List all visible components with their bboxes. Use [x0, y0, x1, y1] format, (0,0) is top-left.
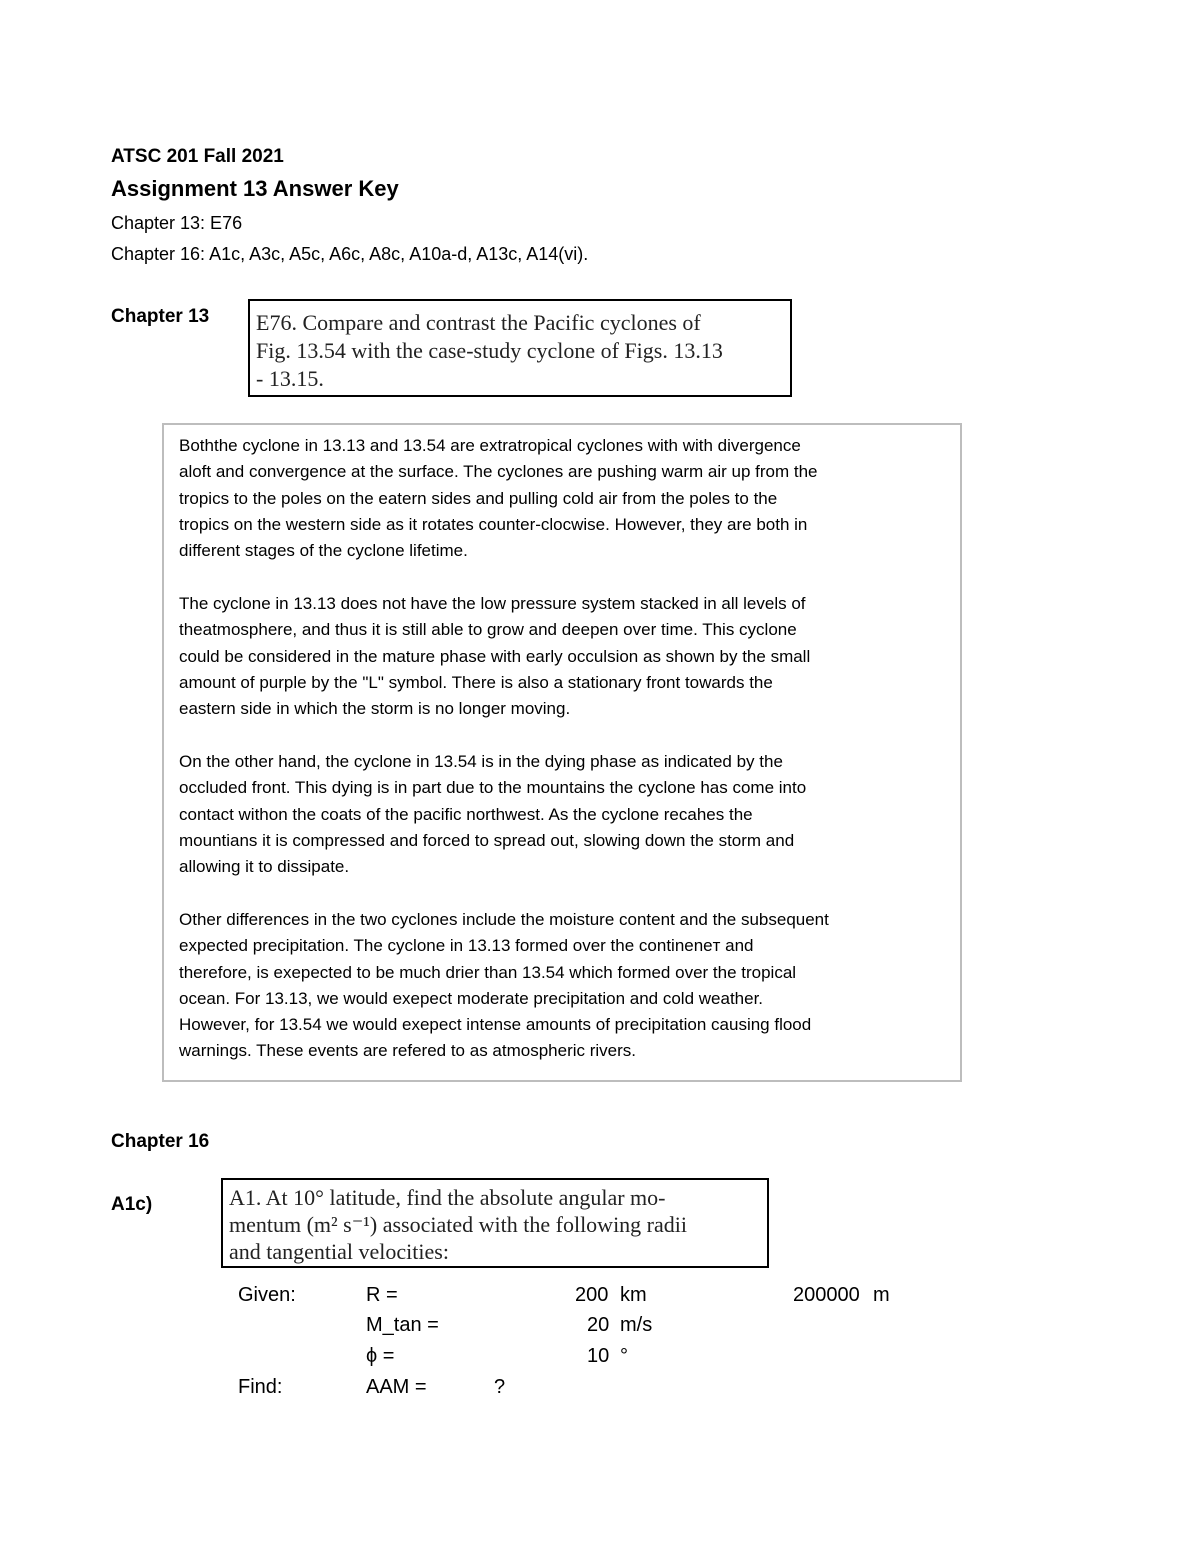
answer-line: mountians it is compressed and forced to spread out, slowing down the storm and [179, 830, 795, 850]
page-title: Assignment 13 Answer Key [111, 176, 399, 201]
answer-line: eastern side in which the storm is no longer moving. [179, 699, 571, 719]
answer-line: occluded front. This dying is in part due to the mountains the cyclone has come into [179, 778, 807, 798]
answer-line: warnings. These events are refered to as atmospheric rivers. [179, 1041, 637, 1061]
chapter13-question-box [248, 299, 792, 397]
answer-line: therefore, is exepected to be much drier than 13.54 which formed over the tropical [179, 962, 797, 982]
question-line: and tangential velocities: [229, 1239, 449, 1264]
given-label: Given: [238, 1284, 296, 1306]
answer-line: allowing it to dissipate. [179, 857, 350, 877]
given-var-phi: ϕ = [366, 1345, 395, 1367]
given-alt-value-r: 200000 [793, 1284, 860, 1306]
answer-line: different stages of the cyclone lifetime. [179, 541, 468, 561]
answer-line: expected precipitation. The cyclone in 13.13 formed over the contineneт and [179, 936, 754, 956]
chapter13-heading: Chapter 13 [111, 306, 210, 327]
answer-line: On the other hand, the cyclone in 13.54 is in the dying phase as indicated by the [179, 752, 783, 771]
given-unit-r: km [620, 1284, 647, 1306]
answer-paragraph [179, 591, 810, 722]
given-var-mtan: M_tan = [366, 1314, 439, 1336]
answer-line: theatmosphere, and thus it is still able to grow and deepen over time. This cyclone [179, 620, 797, 640]
question-line: - 13.15. [256, 366, 324, 391]
answer-line: However, for 13.54 we would exepect intense amounts of precipitation causing flood [179, 1015, 812, 1035]
answer-line: aloft and convergence at the surface. The cyclones are pushing warm air up from the [179, 462, 818, 482]
find-value-aam: ? [494, 1376, 506, 1398]
answer-line: ocean. For 13.13, we would exepect moderate precipitation and cold weather. [179, 988, 764, 1008]
answer-line: could be considered in the mature phase with early occulsion as shown by the small [179, 646, 811, 666]
given-value-mtan: 20 [587, 1314, 610, 1336]
given-unit-mtan: m/s [620, 1314, 653, 1336]
given-var-r: R = [366, 1284, 398, 1306]
answer-line: The cyclone in 13.13 does not have the low pressure system stacked in all levels of [179, 594, 806, 613]
answer-line: contact withon the coats of the pacific northwest. As the cyclone recahes the [179, 804, 753, 824]
question-line: mentum (m² s⁻¹) associated with the following radii [229, 1212, 687, 1237]
answer-paragraph [179, 907, 829, 1065]
chapter16-assignment-line: Chapter 16: A1c, A3c, A5c, A6c, A8c, A10a-d, A13c, A14(vi). [111, 244, 589, 264]
course-title: ATSC 201 Fall 2021 [111, 146, 284, 167]
find-label: Find: [238, 1376, 283, 1398]
answer-paragraph [179, 433, 817, 564]
chapter13-answer-box [162, 423, 962, 1082]
answer-line: tropics to the poles on the eatern sides and pulling cold air from the poles to the [179, 488, 778, 508]
question-line: Fig. 13.54 with the case-study cyclone of Figs. 13.13 [256, 338, 723, 363]
answer-line: amount of purple by the "L" symbol. There is also a stationary front towards the [179, 672, 773, 692]
answer-line: Other differences in the two cyclones include the moisture content and the subsequent [179, 910, 829, 929]
question-line: E76. Compare and contrast the Pacific cyclones of [256, 310, 701, 335]
question-line: A1. At 10° latitude, find the absolute angular mo- [229, 1185, 666, 1210]
problem-label: A1c) [111, 1194, 153, 1215]
given-alt-unit-r: m [873, 1284, 890, 1306]
answer-line: Boththe cyclone in 13.13 and 13.54 are extratropical cyclones with with divergence [179, 436, 801, 455]
given-unit-phi: ° [620, 1345, 628, 1367]
answer-line: tropics on the western side as it rotates counter-clocwise. However, they are both in [179, 514, 808, 534]
given-value-phi: 10 [587, 1345, 610, 1367]
chapter16-question-box [221, 1178, 769, 1268]
chapter13-assignment-line: Chapter 13: E76 [111, 213, 243, 233]
given-value-r: 200 [575, 1284, 609, 1306]
chapter16-heading: Chapter 16 [111, 1131, 210, 1152]
answer-paragraph [179, 749, 806, 880]
find-var-aam: AAM = [366, 1376, 427, 1398]
